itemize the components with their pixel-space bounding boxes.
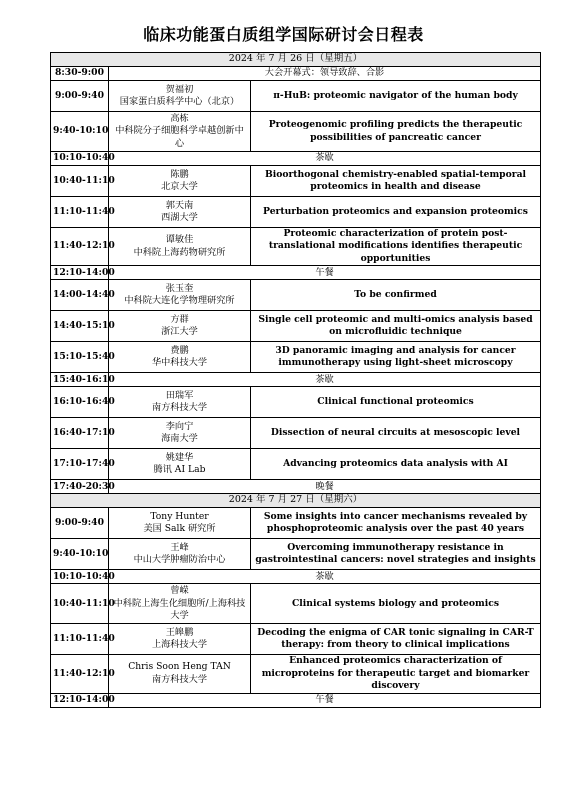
session-time: 10:40-11:10: [51, 166, 109, 197]
session-row: [51, 311, 541, 342]
speaker-affiliation: 浙江大学: [161, 326, 198, 338]
speaker-cell: [109, 508, 251, 539]
speaker-cell: [109, 112, 251, 152]
talk-title: 3D panoramic imaging and analysis for cancer immunotherapy using light-sheet microscopy: [251, 342, 541, 373]
day-header-row: [51, 494, 541, 508]
speaker-name: 贺福初: [165, 83, 194, 95]
break-label: 午餐: [109, 693, 541, 707]
session-time: 10:10-10:40: [51, 570, 109, 584]
break-row: [51, 693, 541, 707]
talk-title: Decoding the enigma of CAR tonic signaling in CAR-T therapy: from theory to clinical implications: [251, 624, 541, 655]
talk-title: Perturbation proteomics and expansion proteomics: [251, 197, 541, 228]
session-time: 16:40-17:10: [51, 418, 109, 449]
talk-title: Overcoming immunotherapy resistance in gastrointestinal cancers: novel strategies and insights: [251, 539, 541, 570]
session-row: [51, 449, 541, 480]
speaker-affiliation: 西湖大学: [161, 212, 198, 223]
session-row: [51, 166, 541, 197]
session-time: 12:10-14:00: [51, 266, 109, 280]
speaker-cell: [109, 539, 251, 570]
speaker-affiliation: 北京大学: [161, 181, 198, 192]
break-row: [51, 373, 541, 387]
session-time: 10:40-11:10: [51, 584, 109, 624]
speaker-affiliation: 中山大学肿瘤防治中心: [133, 554, 226, 566]
speaker-cell: [109, 81, 251, 112]
break-label: 晚餐: [109, 480, 541, 494]
session-time: 14:00-14:40: [51, 280, 109, 311]
speaker-cell: [109, 655, 251, 693]
speaker-name: 曾嵘: [170, 585, 189, 597]
speaker-name: 陈鹏: [170, 168, 189, 180]
talk-title: Dissection of neural circuits at mesoscopic level: [251, 418, 541, 449]
session-row: [51, 584, 541, 624]
speaker-name: Tony Hunter: [150, 510, 209, 522]
speaker-affiliation: 中科院大连化学物理研究所: [124, 295, 235, 307]
session-row: [51, 112, 541, 152]
session-time: 9:40-10:10: [51, 112, 109, 152]
session-time: 16:10-16:40: [51, 387, 109, 418]
speaker-cell: [109, 311, 251, 342]
speaker-affiliation: 国家蛋白质科学中心（北京）: [119, 96, 240, 107]
speaker-name: 姚建华: [165, 451, 194, 463]
speaker-cell: [109, 166, 251, 197]
talk-title: Proteogenomic profiling predicts the therapeutic possibilities of pancreatic cancer: [251, 112, 541, 152]
break-label: 茶歇: [109, 373, 541, 387]
session-time: 10:10-10:40: [51, 152, 109, 166]
talk-title: π-HuB: proteomic navigator of the human body: [251, 81, 541, 112]
break-row: [51, 570, 541, 584]
talk-title: Bioorthogonal chemistry-enabled spatial-temporal proteomics in health and disease: [251, 166, 541, 197]
session-row: [51, 81, 541, 112]
session-time: 9:00-9:40: [51, 81, 109, 112]
speaker-name: 方群: [170, 313, 189, 325]
speaker-cell: [109, 228, 251, 266]
session-row: [51, 197, 541, 228]
session-row: [51, 387, 541, 418]
speaker-name: 田瑞军: [165, 389, 194, 401]
talk-title: Enhanced proteomics characterization of microproteins for therapeutic target and biomarker discovery: [251, 655, 541, 693]
speaker-name: 王峰: [170, 541, 189, 553]
session-time: 15:10-15:40: [51, 342, 109, 373]
speaker-cell: [109, 342, 251, 373]
speaker-cell: [109, 387, 251, 418]
session-time: 11:10-11:40: [51, 624, 109, 655]
speaker-affiliation: 中科院分子细胞科学卓越创新中心: [115, 125, 244, 149]
speaker-cell: [109, 418, 251, 449]
speaker-affiliation: 美国 Salk 研究所: [143, 523, 216, 535]
speaker-affiliation: 腾讯 AI Lab: [153, 464, 206, 476]
session-time: 11:40-12:10: [51, 228, 109, 266]
talk-title: Clinical systems biology and proteomics: [251, 584, 541, 624]
session-time: 17:10-17:40: [51, 449, 109, 480]
speaker-cell: [109, 584, 251, 624]
speaker-cell: [109, 624, 251, 655]
break-row: [51, 480, 541, 494]
speaker-affiliation: 中科院上海药物研究所: [133, 246, 226, 258]
speaker-name: Chris Soon Heng TAN: [128, 661, 231, 673]
break-row: [51, 67, 541, 81]
break-label: 茶歇: [109, 152, 541, 166]
session-row: [51, 539, 541, 570]
break-label: 大会开幕式：领导致辞、合影: [109, 67, 541, 81]
speaker-name: 郭天南: [165, 199, 194, 211]
talk-title: Advancing proteomics data analysis with AI: [251, 449, 541, 480]
talk-title: Proteomic characterization of protein post-translational modifications identifies therapeutic opportunities: [251, 228, 541, 266]
talk-title: To be confirmed: [251, 280, 541, 311]
day-header-row: [51, 53, 541, 67]
session-time: 17:40-20:30: [51, 480, 109, 494]
session-row: [51, 342, 541, 373]
session-row: [51, 655, 541, 693]
speaker-affiliation: 中科院上海生化细胞所/上海科技大学: [113, 597, 246, 621]
session-row: [51, 280, 541, 311]
session-time: 14:40-15:10: [51, 311, 109, 342]
schedule-table: [50, 52, 541, 708]
talk-title: Some insights into cancer mechanisms revealed by phosphoproteomic analysis over the past 40 years: [251, 508, 541, 539]
session-row: [51, 508, 541, 539]
speaker-name: 费鹏: [170, 344, 189, 356]
break-label: 午餐: [109, 266, 541, 280]
speaker-name: 谭敏佳: [165, 234, 194, 246]
break-row: [51, 152, 541, 166]
session-time: 12:10-14:00: [51, 693, 109, 707]
page-title: 临床功能蛋白质组学国际研讨会日程表: [143, 25, 424, 44]
talk-title: Clinical functional proteomics: [251, 387, 541, 418]
session-time: 9:40-10:10: [51, 539, 109, 570]
session-row: [51, 418, 541, 449]
speaker-affiliation: 上海科技大学: [151, 639, 208, 651]
talk-title: Single cell proteomic and multi-omics analysis based on microfluidic technique: [251, 311, 541, 342]
speaker-affiliation: 南方科技大学: [151, 402, 208, 414]
session-time: 15:40-16:10: [51, 373, 109, 387]
speaker-cell: [109, 449, 251, 480]
day-header: 2024 年 7 月 27 日（星期六）: [51, 494, 541, 508]
speaker-name: 李向宁: [165, 420, 194, 432]
session-row: [51, 228, 541, 266]
speaker-affiliation: 南方科技大学: [151, 673, 208, 685]
session-row: [51, 624, 541, 655]
session-time: 11:10-11:40: [51, 197, 109, 228]
speaker-affiliation: 海南大学: [161, 433, 198, 445]
session-time: 9:00-9:40: [51, 508, 109, 539]
break-label: 茶歇: [109, 570, 541, 584]
speaker-name: 王皞鹏: [165, 626, 194, 638]
day-header: 2024 年 7 月 26 日（星期五）: [51, 53, 541, 67]
break-row: [51, 266, 541, 280]
speaker-name: 张玉奎: [165, 282, 194, 294]
speaker-affiliation: 华中科技大学: [151, 357, 208, 369]
session-time: 8:30-9:00: [51, 67, 109, 81]
speaker-cell: [109, 280, 251, 311]
session-time: 11:40-12:10: [51, 655, 109, 693]
speaker-name: 高栋: [170, 112, 189, 124]
speaker-cell: [109, 197, 251, 228]
